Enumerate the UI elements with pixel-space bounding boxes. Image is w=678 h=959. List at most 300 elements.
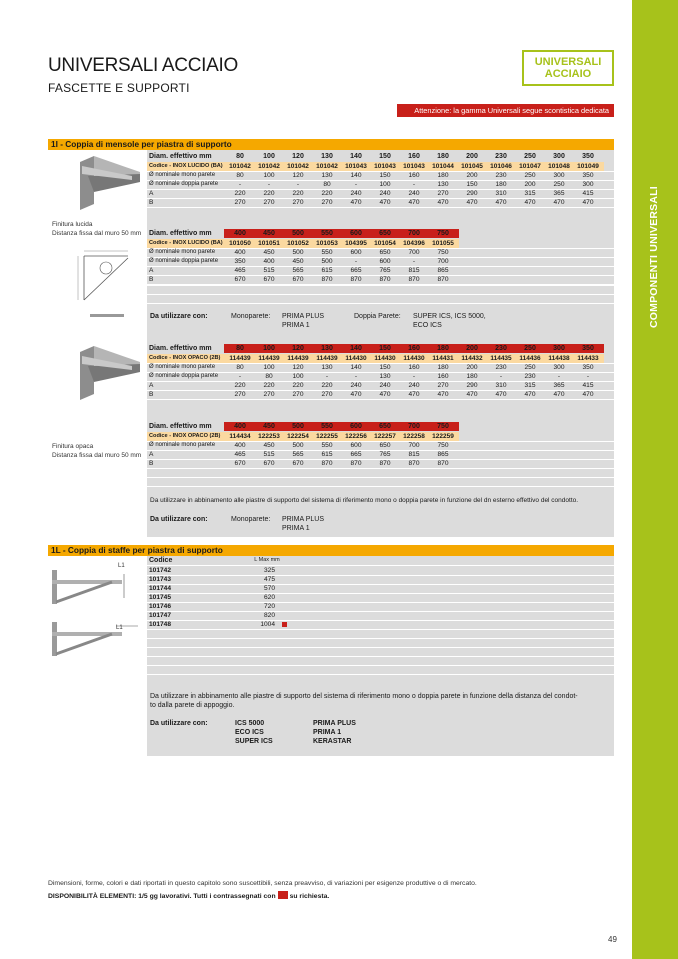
row-separator: [147, 207, 614, 208]
table-cell: 114439: [229, 355, 251, 362]
table-header-cell: 100: [263, 345, 275, 352]
table-header-cell: 160: [408, 153, 420, 160]
table-cell: 515: [263, 451, 275, 458]
table-cell: 470: [437, 199, 449, 206]
table-row-label: A: [149, 267, 154, 274]
table-header-cell: 450: [263, 423, 275, 430]
table-cell: 870: [437, 276, 449, 283]
mono-value-2b: PRIMA 1: [282, 525, 310, 532]
table-row-label: Codice - INOX LUCIDO (BA): [149, 240, 223, 246]
table-cell: 114439: [287, 355, 309, 362]
table-cell: 150: [379, 364, 391, 371]
table-cell: 470: [408, 391, 420, 398]
mono-value-2a: PRIMA PLUS: [282, 516, 325, 523]
table-row-label: B: [149, 276, 154, 283]
table-cell: 80: [236, 364, 244, 371]
table-cell: -: [412, 258, 416, 265]
table-header-label: Diam. effettivo mm: [149, 345, 212, 352]
attention-banner: Attenzione: la gamma Universali segue scontistica dedicata: [397, 104, 614, 117]
table-cell: -: [354, 181, 358, 188]
row-separator: [147, 674, 614, 675]
table-cell: 80: [323, 181, 331, 188]
table-cell: 114434: [229, 433, 251, 440]
table-cell: 80: [265, 373, 273, 380]
table-cell: 350: [582, 364, 594, 371]
table-cell: -: [238, 181, 242, 188]
table-cell: 114431: [432, 355, 454, 362]
table-cell: 270: [437, 382, 449, 389]
double-value-1a: SUPER ICS, ICS 5000,: [413, 313, 486, 320]
l1-label-a: L1: [118, 563, 125, 569]
staffe-len: 720: [263, 603, 275, 610]
table-cell: 101042: [316, 163, 338, 170]
table-row-label: A: [149, 382, 154, 389]
row-separator: [147, 303, 614, 304]
table-cell: 670: [263, 276, 275, 283]
table-cell: 220: [263, 190, 275, 197]
table-header-label: Diam. effettivo mm: [149, 230, 212, 237]
table-row-label: Ø nominale doppia parete: [149, 258, 219, 264]
table-header-cell: 300: [553, 153, 565, 160]
table-header-cell: 600: [350, 230, 362, 237]
table-cell: 101051: [258, 240, 280, 247]
table-header-cell: 600: [350, 423, 362, 430]
row-separator: [147, 477, 614, 478]
table-cell: 870: [408, 276, 420, 283]
table-header-cell: 180: [437, 153, 449, 160]
table-cell: 470: [495, 391, 507, 398]
table-cell: 365: [553, 382, 565, 389]
table-row: [147, 257, 614, 266]
table-row-label: Codice - INOX LUCIDO (BA): [149, 163, 223, 169]
table-row: [147, 372, 614, 381]
row-separator: [147, 656, 614, 657]
row-separator: [147, 629, 614, 630]
use-with-label-1: Da utilizzare con:: [150, 313, 208, 320]
table-cell: 200: [466, 364, 478, 371]
row-separator: [147, 399, 614, 400]
table-cell: 80: [236, 172, 244, 179]
table-cell: 101042: [287, 163, 309, 170]
table-header-cell: 120: [292, 345, 304, 352]
table-cell: 122258: [403, 433, 425, 440]
table-header-cell: 160: [408, 345, 420, 352]
table-cell: 650: [379, 442, 391, 449]
footer-disclaimer: Dimensioni, forme, colori e dati riportati in questo capitolo sono suscettibili, senza preavviso, di variazioni per esigenze produttive o di mercato.: [48, 880, 477, 887]
table-cell: 101048: [548, 163, 570, 170]
table-cell: 450: [263, 442, 275, 449]
table-row: [147, 180, 614, 189]
table-cell: 220: [234, 382, 246, 389]
table-cell: 150: [379, 172, 391, 179]
table-cell: 470: [466, 199, 478, 206]
table-row-label: Codice - INOX OPACO (2B): [149, 355, 221, 361]
table-cell: 150: [466, 181, 478, 188]
staffe-row: [147, 593, 614, 602]
table-cell: 670: [263, 460, 275, 467]
table-cell: 180: [437, 172, 449, 179]
table-cell: 500: [292, 249, 304, 256]
table-cell: 470: [582, 391, 594, 398]
table-row-label: Ø nominale doppia parete: [149, 181, 219, 187]
table-cell: 160: [408, 172, 420, 179]
table-cell: 290: [466, 382, 478, 389]
table-header-cell: 200: [466, 153, 478, 160]
table-cell: 120: [292, 172, 304, 179]
staffe-row: [147, 620, 614, 629]
table-cell: 114439: [316, 355, 338, 362]
table-cell: 130: [379, 373, 391, 380]
table-cell: 250: [524, 364, 536, 371]
table-header-cell: 80: [236, 153, 244, 160]
on-request-marker: [278, 891, 288, 899]
table-cell: -: [267, 181, 271, 188]
side-band: [632, 0, 678, 959]
table-header-cell: 350: [582, 153, 594, 160]
table-cell: 250: [524, 172, 536, 179]
table-cell: 220: [292, 382, 304, 389]
double-value-1b: ECO ICS: [413, 322, 442, 329]
compat-6: KERASTAR: [313, 738, 352, 745]
staffe-code: 101745: [149, 594, 172, 601]
on-request-marker: [282, 622, 287, 627]
table-cell: 600: [350, 249, 362, 256]
table-header-row: [147, 422, 614, 431]
staffe-row: [147, 566, 614, 575]
double-label-1: Doppia Parete:: [354, 313, 401, 320]
table-cell: 815: [408, 451, 420, 458]
row-separator: [147, 486, 614, 487]
table-cell: 104396: [403, 240, 425, 247]
table-cell: 122259: [432, 433, 454, 440]
table-header-cell: 550: [321, 230, 333, 237]
table-cell: 101042: [258, 163, 280, 170]
staffe-code: 101742: [149, 567, 172, 574]
table-header-row: [147, 344, 614, 353]
table-cell: 122256: [345, 433, 367, 440]
table-header-cell: 150: [379, 345, 391, 352]
table-cell: 870: [321, 460, 333, 467]
staffe-len: 820: [263, 612, 275, 619]
table-cell: 270: [234, 391, 246, 398]
table-cell: 665: [350, 267, 362, 274]
table-cell: 750: [437, 249, 449, 256]
table-cell: 240: [408, 190, 420, 197]
table-row: [147, 390, 614, 399]
table-cell: 240: [350, 382, 362, 389]
staffe-header-row: [147, 556, 614, 565]
table-cell: -: [586, 373, 590, 380]
table-cell: 400: [234, 249, 246, 256]
mono-label-1: Monoparete:: [231, 313, 271, 320]
table-cell: 114438: [548, 355, 570, 362]
table-cell: 130: [321, 172, 333, 179]
table-cell: 870: [379, 276, 391, 283]
compat-2: ECO ICS: [235, 729, 264, 736]
table-cell: 230: [495, 172, 507, 179]
mono-label-2: Monoparete:: [231, 516, 271, 523]
table-row: [147, 239, 614, 248]
mono-value-1a: PRIMA PLUS: [282, 313, 325, 320]
table-row-label: B: [149, 460, 154, 467]
table-header-cell: 100: [263, 153, 275, 160]
table-cell: 240: [408, 382, 420, 389]
table-cell: 140: [350, 172, 362, 179]
table-cell: 870: [437, 460, 449, 467]
compat-4: PRIMA PLUS: [313, 720, 356, 727]
table-header-cell: 700: [408, 230, 420, 237]
table-cell: 200: [524, 181, 536, 188]
table-cell: 415: [582, 190, 594, 197]
table-header-cell: 80: [236, 345, 244, 352]
table-cell: 220: [321, 382, 333, 389]
table-cell: 765: [379, 267, 391, 274]
table-cell: -: [354, 373, 358, 380]
table-row: [147, 162, 614, 171]
table-cell: 101043: [345, 163, 367, 170]
table-cell: 870: [408, 460, 420, 467]
table-cell: 465: [234, 267, 246, 274]
table-header-cell: 250: [524, 345, 536, 352]
table-cell: 315: [524, 190, 536, 197]
table-cell: 600: [379, 258, 391, 265]
table-cell: 270: [292, 199, 304, 206]
table-cell: 470: [466, 391, 478, 398]
table-cell: 114433: [577, 355, 599, 362]
table-cell: 870: [321, 276, 333, 283]
staffe-code: 101748: [149, 621, 172, 628]
table-cell: 114430: [345, 355, 367, 362]
table-cell: 700: [408, 442, 420, 449]
table-row-label: Ø nominale mono parete: [149, 442, 216, 448]
table-row-label: Ø nominale mono parete: [149, 172, 216, 178]
table-cell: -: [557, 373, 561, 380]
table-cell: 565: [292, 451, 304, 458]
row-separator: [147, 647, 614, 648]
table-cell: 500: [321, 258, 333, 265]
table-row: [147, 441, 614, 450]
table-cell: 101044: [432, 163, 454, 170]
table-cell: 815: [408, 267, 420, 274]
table-cell: 615: [321, 267, 333, 274]
staffe-len: 475: [263, 576, 275, 583]
table-cell: 665: [350, 451, 362, 458]
table-header-cell: 180: [437, 345, 449, 352]
section2-note-2: to dalla parete di appoggio.: [150, 702, 235, 709]
table-cell: 470: [582, 199, 594, 206]
table-row: [147, 189, 614, 198]
row-separator: [147, 468, 614, 469]
section2-note-1: Da utilizzare in abbinamento alle piastre di supporto del sistema di riferimento mono o doppia parete in funzione della distanza del condot-: [150, 693, 578, 700]
table-cell: 700: [437, 258, 449, 265]
table-cell: 870: [379, 460, 391, 467]
table-cell: 270: [234, 199, 246, 206]
table-cell: 270: [263, 391, 275, 398]
table-cell: 865: [437, 451, 449, 458]
table-cell: 180: [437, 364, 449, 371]
table-cell: -: [412, 181, 416, 188]
table-cell: 230: [524, 373, 536, 380]
table-header-cell: 230: [495, 345, 507, 352]
side-label-wrap: [642, 186, 672, 328]
table-cell: 550: [321, 442, 333, 449]
staffe-code: 101747: [149, 612, 172, 619]
table-row-label: Ø nominale doppia parete: [149, 373, 219, 379]
table-header-cell: 200: [466, 345, 478, 352]
table-cell: 104395: [345, 240, 367, 247]
footer-availability-text: DISPONIBILITÀ ELEMENTI: 1/5 gg lavorativi. Tutti i contrassegnati con: [48, 893, 276, 900]
footer-on-request-text: su richiesta.: [289, 893, 330, 900]
table-cell: -: [238, 373, 242, 380]
staffe-len: 325: [263, 567, 275, 574]
table-cell: 100: [379, 181, 391, 188]
table-header-row: [147, 229, 614, 238]
staffe-row: [147, 602, 614, 611]
table-cell: 470: [553, 199, 565, 206]
table-cell: 670: [292, 276, 304, 283]
table-cell: 230: [495, 364, 507, 371]
section1-note: Da utilizzare in abbinamento alle piastre di supporto del sistema di riferimento mono o doppia parete in funzione del dn esterno effettivo del condotto.: [150, 497, 579, 504]
staffe-len: 570: [263, 585, 275, 592]
table-header-cell: 500: [292, 230, 304, 237]
table-header-label: Diam. effettivo mm: [149, 423, 212, 430]
table-cell: 300: [582, 181, 594, 188]
table-header-cell: 400: [234, 230, 246, 237]
table-cell: -: [325, 373, 329, 380]
table-cell: 870: [350, 460, 362, 467]
table-cell: 550: [321, 249, 333, 256]
table-cell: 140: [350, 364, 362, 371]
table-cell: -: [296, 181, 300, 188]
table-cell: -: [412, 373, 416, 380]
table-row: [147, 275, 614, 284]
table-cell: -: [499, 373, 503, 380]
table-cell: 160: [437, 373, 449, 380]
bracket-matte-image: [52, 342, 142, 402]
staffe-len: 1004: [260, 621, 275, 628]
table-cell: 101050: [229, 240, 251, 247]
staffe-header-code: Codice: [149, 557, 173, 564]
table-cell: 470: [524, 391, 536, 398]
table-row: [147, 363, 614, 372]
staffe-code: 101746: [149, 603, 172, 610]
table-cell: 470: [553, 391, 565, 398]
table-cell: 450: [292, 258, 304, 265]
table-cell: 180: [466, 373, 478, 380]
table-cell: 470: [350, 199, 362, 206]
page-title: UNIVERSALI ACCIAIO: [48, 55, 238, 76]
table-header-cell: 400: [234, 423, 246, 430]
row-separator: [147, 285, 614, 286]
table-row: [147, 248, 614, 257]
table-cell: 615: [321, 451, 333, 458]
table-row-label: A: [149, 190, 154, 197]
table-cell: 220: [234, 190, 246, 197]
table-cell: 122253: [258, 433, 280, 440]
table-cell: 270: [321, 391, 333, 398]
table-cell: 101042: [229, 163, 251, 170]
table-cell: 470: [408, 199, 420, 206]
table-cell: 765: [379, 451, 391, 458]
table-cell: 122257: [374, 433, 396, 440]
table-cell: 101052: [287, 240, 309, 247]
table-cell: 101047: [519, 163, 541, 170]
table-row-label: A: [149, 451, 154, 458]
table-header-cell: 140: [350, 345, 362, 352]
table-header-row: [147, 152, 614, 161]
table-cell: 180: [495, 181, 507, 188]
table-cell: 470: [379, 391, 391, 398]
table-cell: 101053: [316, 240, 338, 247]
staffe-header-len: L Max mm: [254, 557, 280, 563]
table-cell: 670: [292, 460, 304, 467]
table-cell: 200: [466, 172, 478, 179]
table-cell: 114435: [490, 355, 512, 362]
staffe-code: 101743: [149, 576, 172, 583]
table-cell: 865: [437, 267, 449, 274]
wall-distance-label: Distanza fissa dal muro 50 mm: [52, 230, 142, 237]
table-cell: 470: [437, 391, 449, 398]
table-row: [147, 432, 614, 441]
table-cell: 114432: [461, 355, 483, 362]
table-cell: 100: [263, 364, 275, 371]
table-cell: 300: [553, 364, 565, 371]
table-row-label: Codice - INOX OPACO (2B): [149, 433, 221, 439]
table-row: [147, 266, 614, 275]
badge-line-2: ACCIAIO: [544, 68, 592, 80]
staffe-len: 620: [263, 594, 275, 601]
table-header-cell: 500: [292, 423, 304, 430]
table-cell: 114430: [374, 355, 396, 362]
table-cell: 400: [263, 258, 275, 265]
table-cell: 470: [524, 199, 536, 206]
table-cell: 101045: [461, 163, 483, 170]
compat-1: ICS 5000: [235, 720, 265, 727]
use-with-label-3: Da utilizzare con:: [150, 720, 208, 727]
side-label: COMPONENTI UNIVERSALI: [648, 186, 660, 328]
table-cell: 350: [234, 258, 246, 265]
table-header-cell: 120: [292, 153, 304, 160]
section2-title: 1L - Coppia di staffe per piastra di supporto: [48, 545, 614, 556]
table-cell: 120: [292, 364, 304, 371]
table-cell: 470: [350, 391, 362, 398]
table-cell: 240: [379, 382, 391, 389]
table-row: [147, 171, 614, 180]
bracket-dimension-drawing: [72, 248, 142, 328]
table-cell: 220: [263, 382, 275, 389]
row-separator: [147, 665, 614, 666]
finish-glossy-label: Finitura lucida: [52, 221, 93, 228]
table-cell: 365: [553, 190, 565, 197]
table-header-cell: 450: [263, 230, 275, 237]
table-cell: 114430: [403, 355, 425, 362]
table-row-label: B: [149, 199, 154, 206]
table-cell: -: [354, 258, 358, 265]
table-cell: 101043: [403, 163, 425, 170]
table-cell: 670: [234, 460, 246, 467]
table-cell: 650: [379, 249, 391, 256]
table-cell: 160: [408, 364, 420, 371]
table-cell: 101054: [374, 240, 396, 247]
table-header-cell: 750: [437, 423, 449, 430]
table-header-cell: 130: [321, 345, 333, 352]
table-cell: 500: [292, 442, 304, 449]
compat-5: PRIMA 1: [313, 729, 342, 736]
finish-matte-label: Finitura opaca: [52, 443, 94, 450]
table-cell: 130: [437, 181, 449, 188]
badge-line-1: UNIVERSALI: [534, 56, 602, 68]
table-header-cell: 350: [582, 345, 594, 352]
